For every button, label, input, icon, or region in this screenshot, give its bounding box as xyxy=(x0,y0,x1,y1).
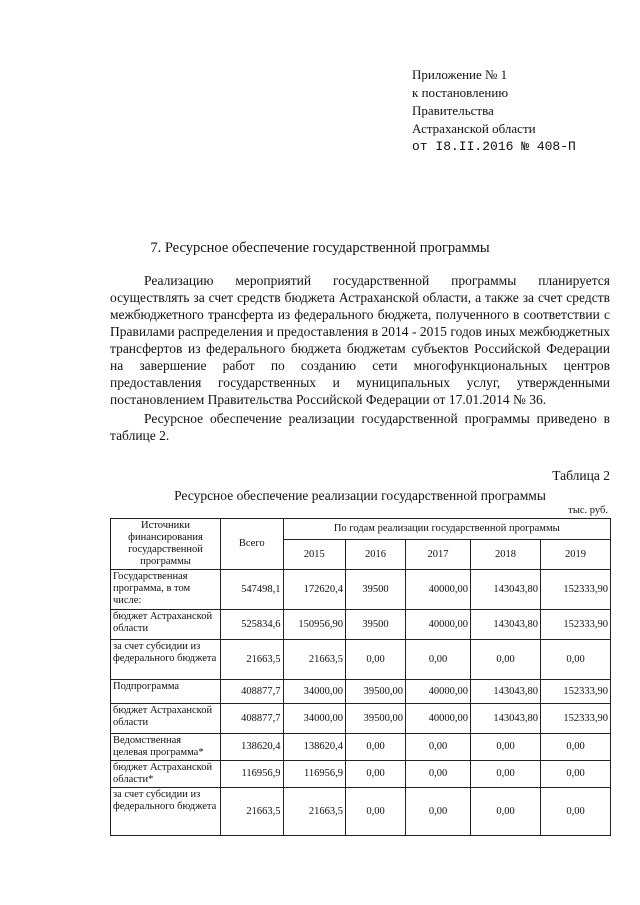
row-source: Подпрограмма xyxy=(111,680,221,704)
row-2018: 0,00 xyxy=(471,788,541,836)
header-year: 2018 xyxy=(471,540,541,570)
resource-table xyxy=(110,518,611,836)
row-source: за счет субсидии из федерального бюджета xyxy=(111,640,221,680)
header-year: 2017 xyxy=(406,540,471,570)
appendix-block xyxy=(412,66,576,156)
row-2017: 40000,00 xyxy=(406,610,471,640)
row-2019: 0,00 xyxy=(541,761,611,788)
row-total: 408877,7 xyxy=(221,704,284,734)
row-2019: 0,00 xyxy=(541,734,611,761)
appendix-date-line: от I8.II.2016 № 408-П xyxy=(412,139,576,154)
row-source: Ведомственная целевая программа* xyxy=(111,734,221,761)
row-2015: 116956,9 xyxy=(283,761,346,788)
header-year: 2015 xyxy=(283,540,346,570)
row-2019: 152333,90 xyxy=(541,704,611,734)
row-2017: 40000,00 xyxy=(406,680,471,704)
row-2019: 0,00 xyxy=(541,640,611,680)
row-source: за счет субсидии из федерального бюджета xyxy=(111,788,221,836)
row-2018: 0,00 xyxy=(471,734,541,761)
row-2016: 39500 xyxy=(346,610,406,640)
row-total: 21663,5 xyxy=(221,788,284,836)
table-row xyxy=(111,761,611,788)
row-2016: 39500 xyxy=(346,570,406,610)
row-2015: 21663,5 xyxy=(283,640,346,680)
table-row xyxy=(111,610,611,640)
header-source: Источники финансирования государственной программы xyxy=(111,519,221,570)
header-year: 2016 xyxy=(346,540,406,570)
appendix-line-2: к постановлению xyxy=(412,85,509,100)
table-row xyxy=(111,704,611,734)
row-2016: 39500,00 xyxy=(346,704,406,734)
paragraph-2: Ресурсное обеспечение реализации государственной программы приведено в таблице 2. xyxy=(110,411,610,443)
row-total: 116956,9 xyxy=(221,761,284,788)
row-source: бюджет Астраханской области xyxy=(111,704,221,734)
row-2018: 0,00 xyxy=(471,640,541,680)
row-2015: 172620,4 xyxy=(283,570,346,610)
row-2019: 152333,90 xyxy=(541,570,611,610)
row-2018: 143043,80 xyxy=(471,680,541,704)
row-source: бюджет Астраханской области* xyxy=(111,761,221,788)
row-2016: 0,00 xyxy=(346,788,406,836)
appendix-line-3: Правительства xyxy=(412,103,494,118)
row-total: 547498,1 xyxy=(221,570,284,610)
row-2018: 143043,80 xyxy=(471,610,541,640)
row-source: Государственная программа, в том числе: xyxy=(111,570,221,610)
row-2015: 34000,00 xyxy=(283,680,346,704)
units-label: тыс. руб. xyxy=(568,505,608,516)
row-2015: 21663,5 xyxy=(283,788,346,836)
row-2015: 150956,90 xyxy=(283,610,346,640)
header-years: По годам реализации государственной программы xyxy=(283,519,611,540)
table-header-row xyxy=(111,519,611,540)
row-2017: 0,00 xyxy=(406,640,471,680)
table-label: Таблица 2 xyxy=(552,468,610,483)
row-total: 138620,4 xyxy=(221,734,284,761)
row-2017: 40000,00 xyxy=(406,570,471,610)
row-2015: 138620,4 xyxy=(283,734,346,761)
row-2018: 143043,80 xyxy=(471,570,541,610)
row-2016: 39500,00 xyxy=(346,680,406,704)
row-total: 408877,7 xyxy=(221,680,284,704)
row-2019: 152333,90 xyxy=(541,680,611,704)
row-2017: 0,00 xyxy=(406,761,471,788)
row-2018: 0,00 xyxy=(471,761,541,788)
header-year: 2019 xyxy=(541,540,611,570)
row-2017: 0,00 xyxy=(406,788,471,836)
table-title: Ресурсное обеспечение реализации государственной программы xyxy=(174,488,546,503)
row-2016: 0,00 xyxy=(346,640,406,680)
section-title: 7. Ресурсное обеспечение государственной программы xyxy=(150,240,490,256)
row-2019: 152333,90 xyxy=(541,610,611,640)
row-2019: 0,00 xyxy=(541,788,611,836)
row-2017: 40000,00 xyxy=(406,704,471,734)
header-total: Всего xyxy=(221,519,284,570)
appendix-line-1: Приложение № 1 xyxy=(412,67,508,82)
table-row xyxy=(111,788,611,836)
row-2018: 143043,80 xyxy=(471,704,541,734)
row-source: бюджет Астраханской области xyxy=(111,610,221,640)
row-total: 21663,5 xyxy=(221,640,284,680)
row-2015: 34000,00 xyxy=(283,704,346,734)
appendix-line-4: Астраханской области xyxy=(412,121,536,136)
table-row xyxy=(111,570,611,610)
row-2016: 0,00 xyxy=(346,761,406,788)
paragraph-1: Реализацию мероприятий государственной программы планируется осуществлять за счет средств бюджета Астраханской области, а также за счет средств межбюджетного трансферта из федерального бюджета, полученного в соответствии с Правилами распределения и предоставления в 2014 - 2015 годов иных межбюджетных трансфертов из федерального бюджета бюджетам субъектов Российской Федерации на завершение работ по созданию сети многофункциональных центров предоставления государственных и муниципальных услуг, утвержденными постановлением Правительства Российской Федерации от 17.01.2014 № 36. xyxy=(110,273,610,407)
table-row xyxy=(111,680,611,704)
row-2016: 0,00 xyxy=(346,734,406,761)
row-2017: 0,00 xyxy=(406,734,471,761)
row-total: 525834,6 xyxy=(221,610,284,640)
body-text xyxy=(110,272,610,444)
table-row xyxy=(111,640,611,680)
table-row xyxy=(111,734,611,761)
